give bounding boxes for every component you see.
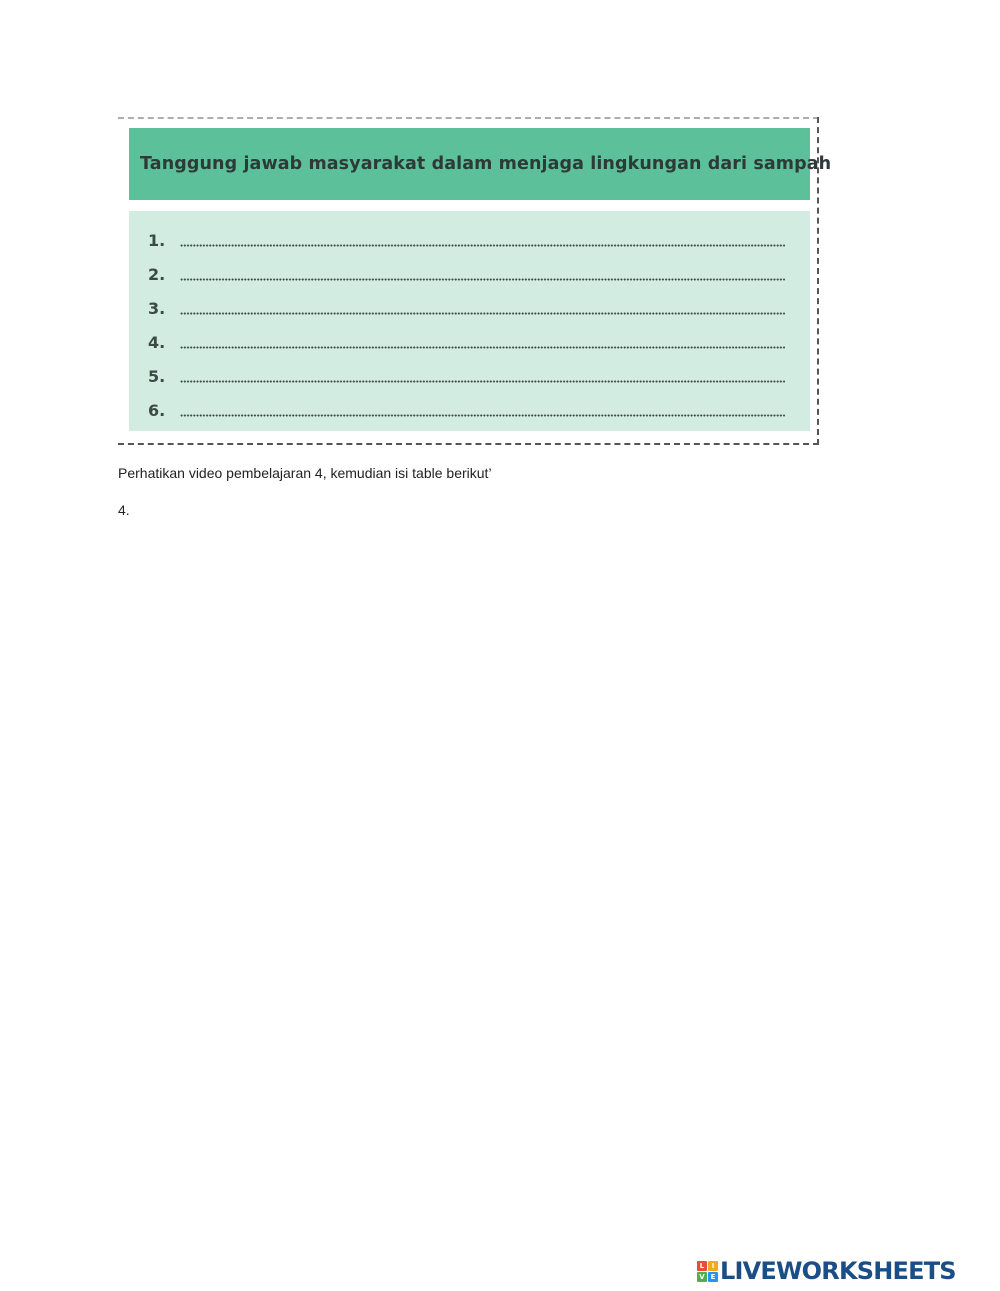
question-number: 4. — [118, 502, 130, 518]
logo-block: L — [697, 1261, 707, 1271]
worksheet-header — [129, 128, 832, 200]
logo-block: V — [697, 1272, 707, 1282]
item-number: 5. — [148, 366, 166, 386]
list-item — [129, 393, 810, 427]
answer-line — [180, 244, 785, 247]
liveworksheets-logo — [697, 1257, 956, 1285]
list-item — [129, 359, 810, 393]
logo-block: E — [708, 1272, 718, 1282]
answer-line — [180, 380, 785, 383]
list-item — [129, 257, 810, 291]
answer-list-panel — [129, 211, 810, 431]
logo-blocks-icon — [697, 1261, 718, 1282]
answer-line — [180, 346, 785, 349]
logo-block: I — [708, 1261, 718, 1271]
list-item — [129, 325, 810, 359]
item-number: 4. — [148, 332, 166, 352]
logo-text: LIVEWORKSHEETS — [720, 1257, 956, 1285]
answer-line — [180, 312, 785, 315]
instruction-text: Perhatikan video pembelajaran 4, kemudian isi table berikut’ — [118, 465, 492, 481]
answer-line — [180, 278, 785, 281]
answer-line — [180, 414, 785, 417]
item-number: 1. — [148, 230, 166, 250]
worksheet-title: Tanggung jawab masyarakat dalam menjaga lingkungan dari sampah — [140, 154, 832, 174]
list-item — [129, 223, 810, 257]
item-number: 3. — [148, 298, 166, 318]
item-number: 2. — [148, 264, 166, 284]
list-item — [129, 291, 810, 325]
item-number: 6. — [148, 400, 166, 420]
